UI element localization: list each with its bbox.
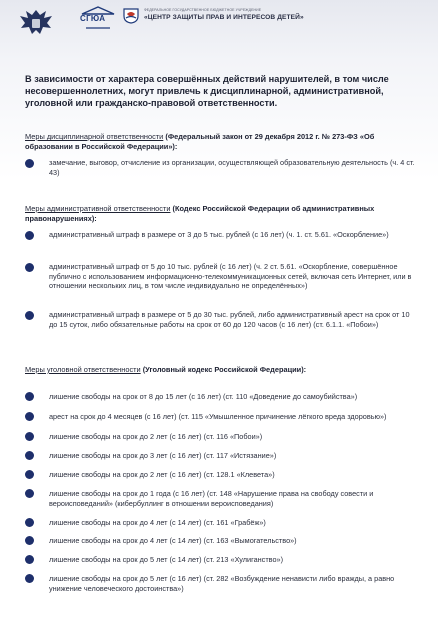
section-administrative-heading (25, 204, 417, 223)
bullet-dot-icon (25, 489, 34, 498)
bullet-dot-icon (25, 412, 34, 421)
section-title-rest: (Кодекс Российской Федерации об административных правонарушениях): (25, 204, 375, 223)
bullet-dot-icon (25, 311, 34, 320)
section-title: Меры дисциплинарной ответственности (25, 132, 164, 141)
list-item-text: замечание, выговор, отчисление из организации, осуществляющей образовательную деятельность (ч. 4 ст. 43) (49, 158, 415, 177)
section-title: Меры уголовной ответственности (25, 365, 141, 374)
center-logo-icon (122, 6, 140, 24)
list-item-text: лишение свободы на срок до 4 лет (с 14 лет) (ст. 163 «Вымогательство») (49, 536, 297, 545)
brand-short: СГЮА (80, 14, 106, 23)
section-title-rest: (Федеральный закон от 29 декабря 2012 г. № 273-ФЗ «Об образовании в Российской Федерации»): (25, 132, 375, 151)
section-disciplinary-heading (25, 132, 417, 151)
list-item-text: лишение свободы на срок от 8 до 15 лет (с 16 лет) (ст. 110 «Доведение до самоубийства») (49, 392, 358, 401)
center-subtitle: ФЕДЕРАЛЬНОЕ ГОСУДАРСТВЕННОЕ БЮДЖЕТНОЕ УЧРЕЖДЕНИЕ (144, 8, 262, 12)
bullet-dot-icon (25, 159, 34, 168)
bullet-dot-icon (25, 263, 34, 272)
bullet-dot-icon (25, 555, 34, 564)
list-item-text: лишение свободы на срок до 2 лет (с 16 лет) (ст. 128.1 «Клевета») (49, 470, 275, 479)
header (0, 0, 438, 40)
list-item-text: лишение свободы на срок до 5 лет (с 14 лет) (ст. 213 «Хулиганство») (49, 555, 284, 564)
bullet-dot-icon (25, 574, 34, 583)
list-item-text: административный штраф в размере от 5 до 30 тыс. рублей, либо административный арест на срок от 10 до 15 суток, либо обязательные работы на срок от 60 до 120 часов (с 16 лет) (ст. 6.1.1. «Побои») (49, 310, 410, 329)
list-item-text: лишение свободы на срок до 2 лет (с 16 лет) (ст. 116 «Побои») (49, 432, 263, 441)
list-item-text: арест на срок до 4 месяцев (с 16 лет) (ст. 115 «Умышленное причинение лёгкого вреда здоровью») (49, 412, 387, 421)
list-item-text: лишение свободы на срок до 1 года (с 16 лет) (ст. 148 «Нарушение права на свободу совести и вероисповеданий» (кибербуллинг в отношении вероисповедания) (49, 489, 374, 508)
bullet-dot-icon (25, 392, 34, 401)
list-item-text: административный штраф в размере от 3 до 5 тыс. рублей (с 16 лет) (ч. 1. ст. 5.61. «Оскорбление») (49, 230, 389, 239)
bullet-dot-icon (25, 470, 34, 479)
bullet-dot-icon (25, 518, 34, 527)
section-criminal-heading (25, 365, 417, 375)
list-item-text: лишение свободы на срок до 3 лет (с 16 лет) (ст. 117 «Истязание») (49, 451, 277, 460)
coat-of-arms-icon (16, 6, 56, 38)
list-item-text: лишение свободы на срок до 5 лет (с 16 лет) (ст. 282 «Возбуждение ненависти либо вражды, а равно унижение человеческого достоинства») (49, 574, 395, 593)
bullet-dot-icon (25, 432, 34, 441)
bullet-dot-icon (25, 231, 34, 240)
bullet-dot-icon (25, 451, 34, 460)
center-name: «ЦЕНТР ЗАЩИТЫ ПРАВ И ИНТЕРЕСОВ ДЕТЕЙ» (144, 14, 304, 21)
list-item-text: лишение свободы на срок до 4 лет (с 14 лет) (ст. 161 «Грабёж») (49, 518, 266, 527)
section-title-rest: (Уголовный кодекс Российской Федерации): (140, 365, 307, 374)
intro-text: В зависимости от характера совершённых действий нарушителей, в том числе несовершеннолетних, могут привлечь к дисциплинарной, административной, уголовной или гражданско-правовой ответственности. (25, 74, 389, 108)
section-title: Меры административной ответственности (25, 204, 171, 213)
bullet-dot-icon (25, 536, 34, 545)
list-item-text: административный штраф от 5 до 10 тыс. рублей (с 16 лет) (ч. 2 ст. 5.61. «Оскорбление, совершённое публично с использованием информационно-телекоммуникационных сетей, включая сеть Интернет, или в отношении нескольких лиц, в том числе индивидуально не определённых») (49, 262, 412, 291)
